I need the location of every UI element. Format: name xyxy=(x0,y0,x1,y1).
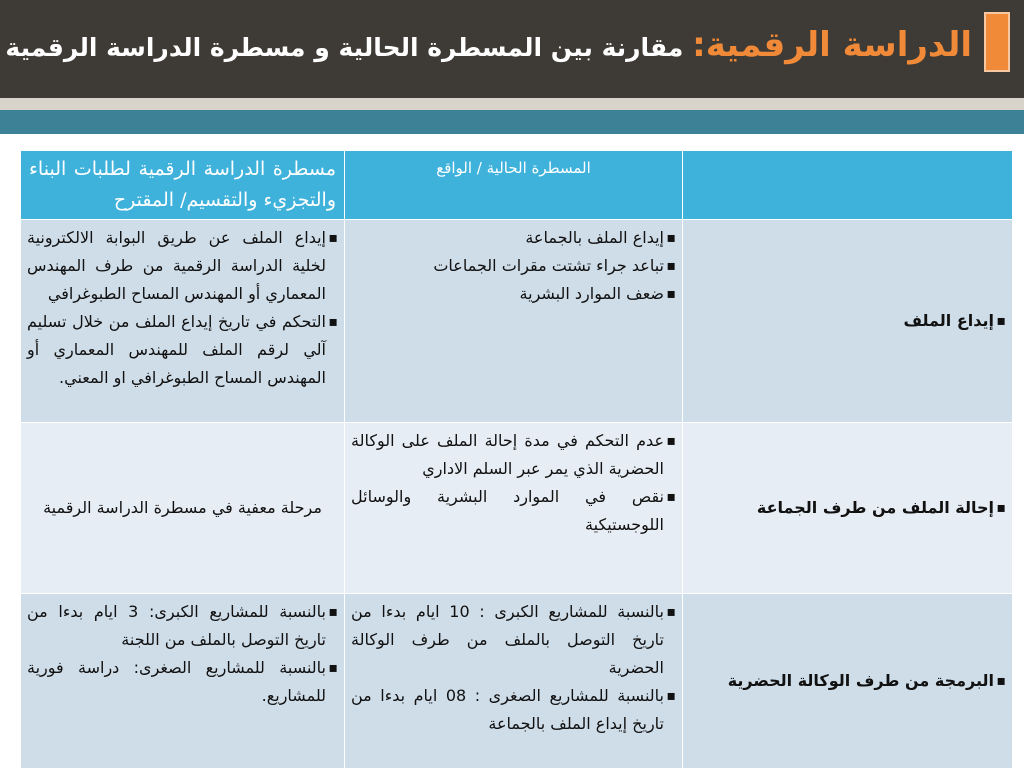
header-band-teal xyxy=(0,110,1024,134)
row-label: ▪ البرمجة من طرف الوكالة الحضرية xyxy=(728,667,1006,695)
table-header-row xyxy=(21,151,1013,220)
title-sub: مقارنة بين المسطرة الحالية و مسطرة الدراسة الرقمية xyxy=(5,33,693,62)
row-label-cell xyxy=(683,423,1013,594)
row-label-cell xyxy=(683,220,1013,423)
exempt-note: مرحلة معفية في مسطرة الدراسة الرقمية xyxy=(43,498,322,517)
header-band-light xyxy=(0,98,1024,110)
table-row xyxy=(21,220,1013,423)
list-item: ▪ التحكم في تاريخ إيداع الملف من خلال تسليم آلي لرقم الملف للمهندس المعماري أو المهندس المساح الطبوغرافي او المعني. xyxy=(27,308,338,392)
title-main: الدراسة الرقمية: xyxy=(692,25,972,65)
proposed-cell xyxy=(21,423,345,594)
row-label-cell xyxy=(683,594,1013,769)
list-item: ▪ بالنسبة للمشاريع الكبرى : 10 ايام بدءا من تاريخ التوصل بالملف من طرف الوكالة الحضرية xyxy=(351,598,676,682)
list-item: ▪ بالنسبة للمشاريع الصغرى : 08 ايام بدءا من تاريخ إيداع الملف بالجماعة xyxy=(351,682,676,738)
list-item: ▪ إيداع الملف عن طريق البوابة الالكترونية لخلية الدراسة الرقمية من طرف المهندس المعماري أو المهندس المساح الطبوغرافي xyxy=(27,224,338,308)
current-cell xyxy=(345,594,683,769)
comparison-table xyxy=(20,150,1013,769)
list-item: ▪ ضعف الموارد البشرية xyxy=(351,280,676,308)
current-cell xyxy=(345,423,683,594)
list-item: ▪ بالنسبة للمشاريع الصغرى: دراسة فورية للمشاريع. xyxy=(27,654,338,710)
slide-title xyxy=(5,10,972,80)
header-current: المسطرة الحالية / الواقع xyxy=(345,151,683,220)
slide-header xyxy=(0,0,1024,98)
proposed-cell xyxy=(21,220,345,423)
title-accent-bar xyxy=(984,12,1010,72)
list-item: ▪ عدم التحكم في مدة إحالة الملف على الوكالة الحضرية الذي يمر عبر السلم الاداري xyxy=(351,427,676,483)
row-label: ▪ إحالة الملف من طرف الجماعة xyxy=(757,494,1006,522)
list-item: ▪ نقص في الموارد البشرية والوسائل اللوجستيكية xyxy=(351,483,676,539)
header-row-label xyxy=(683,151,1013,220)
list-item: ▪ تباعد جراء تشتت مقرات الجماعات xyxy=(351,252,676,280)
current-cell xyxy=(345,220,683,423)
list-item: ▪ إيداع الملف بالجماعة xyxy=(351,224,676,252)
proposed-cell xyxy=(21,594,345,769)
list-item: ▪ بالنسبة للمشاريع الكبرى: 3 ايام بدءا من تاريخ التوصل بالملف من اللجنة xyxy=(27,598,338,654)
row-label: ▪ إيداع الملف xyxy=(903,307,1006,335)
table-row xyxy=(21,594,1013,769)
header-proposed: مسطرة الدراسة الرقمية لطلبات البناء والتجزيء والتقسيم/ المقترح xyxy=(21,151,345,220)
table-row xyxy=(21,423,1013,594)
